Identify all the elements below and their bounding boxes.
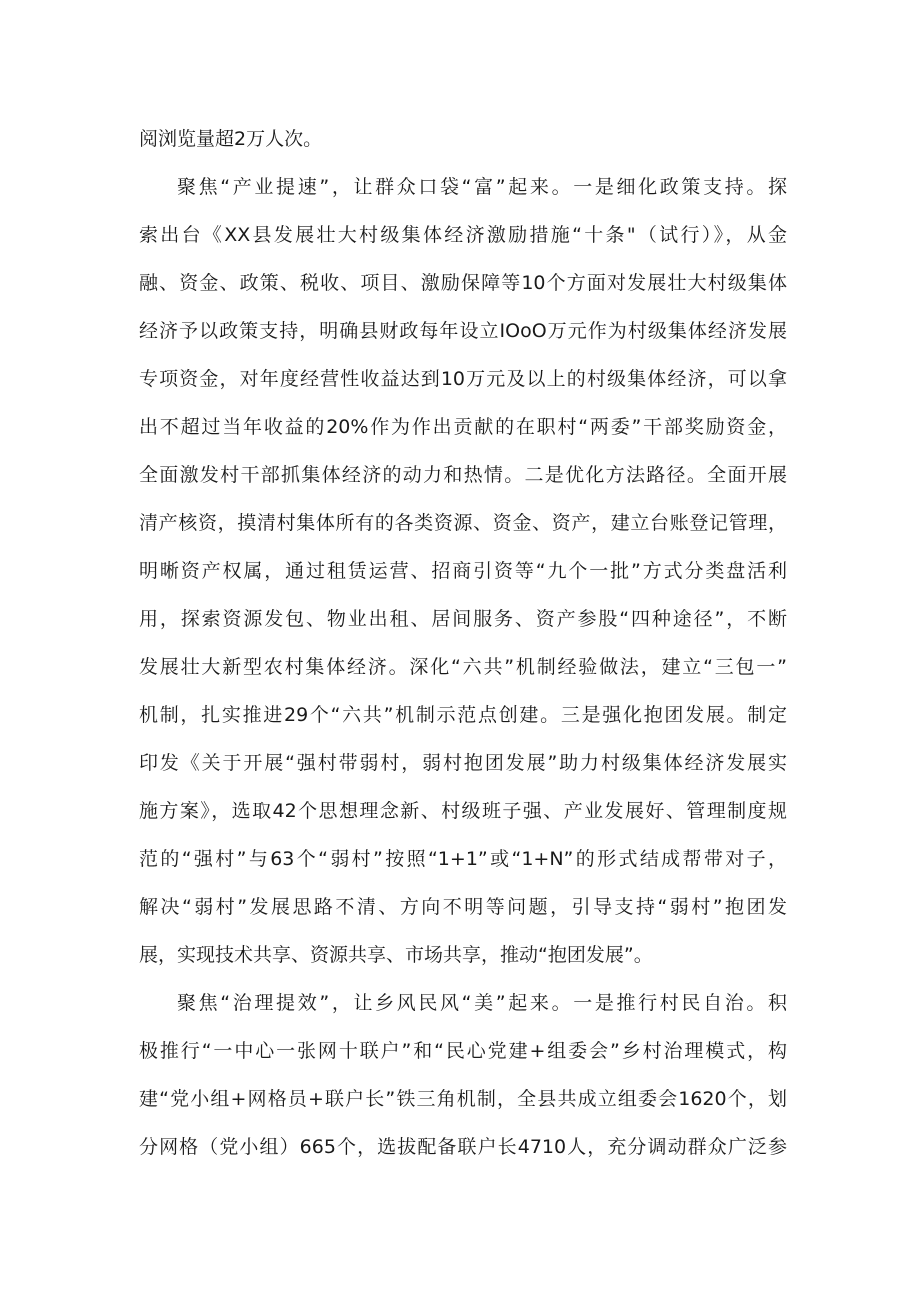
text-line: 建“党小组+网格员+联户长”铁三角机制，全县共成立组委会1620个，划 [139,1088,787,1110]
text-line: 分网格（党小组）665个，选拔配备联户长4710人，充分调动群众广泛参 [139,1136,787,1158]
text-line: 施方案》，选取42个思想理念新、村级班子强、产业发展好、管理制度规 [139,800,787,822]
text-line: 清产核资，摸清村集体所有的各类资源、资金、资产，建立台账登记管理， [139,512,787,534]
text-line: 明晰资产权属，通过租赁运营、招商引资等“九个一批”方式分类盘活利 [139,560,787,582]
paragraph-start-line: 聚焦“治理提效”，让乡风民风“美”起来。一是推行村民自治。积 [177,992,787,1014]
text-line: 解决“弱村”发展思路不清、方向不明等问题，引导支持“弱村”抱团发 [139,896,787,918]
text-line: 印发《关于开展“强村带弱村，弱村抱团发展”助力村级集体经济发展实 [139,752,787,774]
text-line: 索出台《XX县发展壮大村级集体经济激励措施“十条"（试行）》，从金 [139,224,787,246]
text-line: 用，探索资源发包、物业出租、居间服务、资产参股“四种途径”，不断 [139,608,787,630]
paragraph-start-line: 聚焦“产业提速”，让群众口袋“富”起来。一是细化政策支持。探 [177,176,787,198]
text-line: 专项资金，对年度经营性收益达到10万元及以上的村级集体经济，可以拿 [139,368,787,390]
text-line: 融、资金、政策、税收、项目、激励保障等10个方面对发展壮大村级集体 [139,272,787,294]
text-line: 范的“强村”与63个“弱村”按照“1+1”或“1+N”的形式结成帮带对子， [139,848,787,870]
text-line: 阅浏览量超2万人次。 [139,128,323,150]
text-line: 出不超过当年收益的20%作为作出贡献的在职村“两委”干部奖励资金， [139,416,787,438]
text-line: 经济予以政策支持，明确县财政每年设立IOoO万元作为村级集体经济发展 [139,320,787,342]
text-line: 发展壮大新型农村集体经济。深化“六共”机制经验做法，建立“三包一” [139,656,787,678]
text-line: 极推行“一中心一张网十联户”和“民心党建+组委会”乡村治理模式，构 [139,1040,787,1062]
text-line: 全面激发村干部抓集体经济的动力和热情。二是优化方法路径。全面开展 [139,464,787,486]
text-line: 展，实现技术共享、资源共享、市场共享，推动“抱团发展”。 [139,944,653,966]
text-line: 机制，扎实推进29个“六共”机制示范点创建。三是强化抱团发展。制定 [139,704,787,726]
